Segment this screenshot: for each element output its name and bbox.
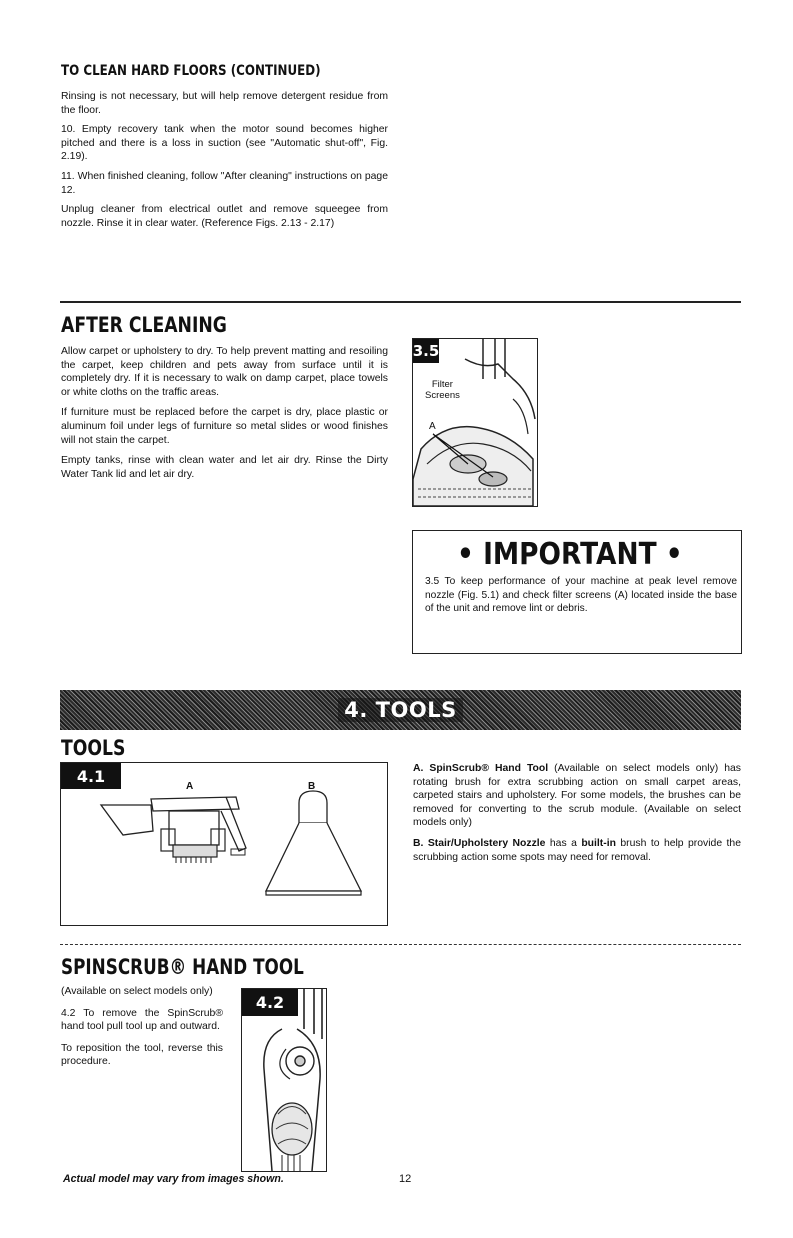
- tool-a-description: A. SpinScrub® Hand Tool (Available on select models only) has rotating brush for extra scrubbing action on small carpet areas, carpeted stairs and upholstery. For some models, the brushes can be removed for converting to the scrub module. (Available on select models only): [413, 763, 741, 829]
- paragraph: To reposition the tool, reverse this procedure.: [61, 1042, 223, 1068]
- tool-b-name: B. Stair/Upholstery Nozzle: [413, 837, 546, 849]
- figure-label-b: B: [308, 781, 316, 792]
- divider: [60, 301, 741, 303]
- spinscrub-illustration: [242, 989, 326, 1171]
- figure-tools: [60, 762, 388, 926]
- paragraph: 11. When finished cleaning, follow "After cleaning" instructions on page 12.: [61, 170, 388, 196]
- section-banner: [60, 690, 741, 730]
- figure-tag: 4.2: [242, 989, 298, 1016]
- paragraph: Empty tanks, rinse with clean water and let air dry. Rinse the Dirty Water Tank lid and let air dry.: [61, 455, 388, 480]
- important-text: 3.5 To keep performance of your machine at peak level remove nozzle (Fig. 5.1) and check filter screens (A) located inside the base of the unit and remove lint or debris.: [425, 576, 737, 615]
- spinscrub-body: [61, 985, 223, 1069]
- figure-tag: 3.5: [413, 339, 439, 363]
- important-title: • IMPORTANT •: [457, 537, 683, 572]
- important-notice: [412, 530, 742, 654]
- page-number: 12: [399, 1173, 412, 1185]
- divider: [60, 944, 741, 945]
- figure-filter-screens: [412, 338, 538, 507]
- section-heading-after-cleaning: AFTER CLEANING: [61, 313, 227, 337]
- section1-body: [61, 90, 388, 230]
- spinscrub-subtitle: (Available on select models only): [61, 986, 213, 997]
- figure-tag: 4.1: [61, 763, 121, 789]
- footer-disclaimer: Actual model may vary from images shown.: [63, 1173, 284, 1185]
- paragraph: 10. Empty recovery tank when the motor sound becomes higher pitched and there is a loss in suction (see "Automatic shut-off", Fig. 2.19).: [61, 124, 388, 163]
- paragraph: Rinsing is not necessary, but will help remove detergent residue from the floor.: [61, 91, 388, 116]
- paragraph: Allow carpet or upholstery to dry. To help prevent matting and resoiling the carpet, keep children and pets away from surface until it is completely dry. If it is necessary to walk on damp carpet, place towels or white cloths on the traffic areas.: [61, 346, 388, 398]
- tool-a-name: A. SpinScrub® Hand Tool: [413, 763, 549, 774]
- tools-descriptions: [413, 762, 741, 864]
- paragraph: 4.2 To remove the SpinScrub® hand tool pull tool up and outward.: [61, 1007, 223, 1033]
- section2-body: [61, 345, 388, 481]
- paragraph: If furniture must be replaced before the carpet is dry, place plastic or aluminum foil under legs of furniture so metal slides or wood finishes will not stain the carpet.: [61, 407, 388, 446]
- figure-label: Filter Screens: [425, 379, 460, 401]
- figure-callout-a: A: [429, 421, 436, 432]
- section-heading-tools: TOOLS: [61, 736, 126, 760]
- banner-title: 4. TOOLS: [338, 698, 462, 722]
- figure-spinscrub: [241, 988, 327, 1172]
- tool-b-description: B. Stair/Upholstery Nozzle has a built-in brush to help provide the scrubbing action some spots may need for removal.: [413, 837, 741, 863]
- section-heading-hard-floors: TO CLEAN HARD FLOORS (CONTINUED): [61, 63, 321, 79]
- section-heading-spinscrub: SPINSCRUB® HAND TOOL: [61, 955, 304, 979]
- figure-label-a: A: [186, 781, 194, 792]
- paragraph: Unplug cleaner from electrical outlet and remove squeegee from nozzle. Rinse it in clear water. (Reference Figs. 2.13 - 2.17): [61, 204, 388, 229]
